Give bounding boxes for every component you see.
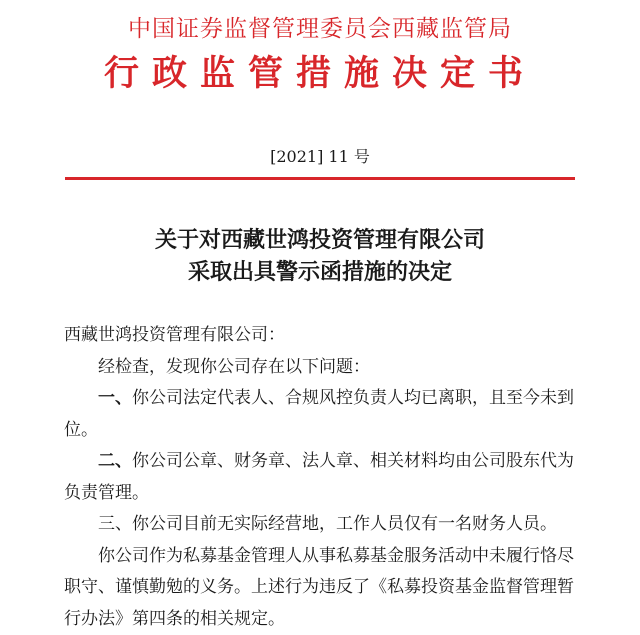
heading-line-2: 采取出具警示函措施的决定 [0, 256, 640, 288]
intro-paragraph: 经检查，发现你公司存在以下问题： [64, 352, 584, 384]
document-heading [0, 224, 640, 288]
conclusion-paragraph: 你公司作为私募基金管理人从事私募基金服务活动中未履行恪尽职守、谨慎勤勉的义务。上述行为违反了《私募投资基金监督管理暂行办法》第四条的相关规定。 [64, 541, 584, 635]
document-type-title: 行政监管措施决定书 [0, 46, 640, 96]
addressee: 西藏世鸿投资管理有限公司： [64, 320, 584, 352]
item-3-text: 你公司目前无实际经营地，工作人员仅有一名财务人员。 [132, 514, 557, 534]
heading-line-1: 关于对西藏世鸿投资管理有限公司 [0, 224, 640, 256]
issue-item-1 [64, 383, 584, 446]
document-number: [2021] 11 号 [0, 144, 640, 167]
item-2-number: 二、 [98, 451, 132, 471]
issue-item-2 [64, 446, 584, 509]
header-divider [65, 177, 575, 180]
item-1-text: 你公司法定代表人、合规风控负责人均已离职，且至今未到位。 [64, 388, 574, 440]
item-1-number: 一、 [98, 388, 132, 408]
issue-item-3 [64, 509, 584, 541]
issuing-organization: 中国证券监督管理委员会西藏监管局 [0, 10, 640, 43]
item-2-text: 你公司公章、财务章、法人章、相关材料均由公司股东代为负责管理。 [64, 451, 574, 503]
item-3-number: 三、 [98, 514, 132, 534]
document-body [64, 320, 584, 635]
